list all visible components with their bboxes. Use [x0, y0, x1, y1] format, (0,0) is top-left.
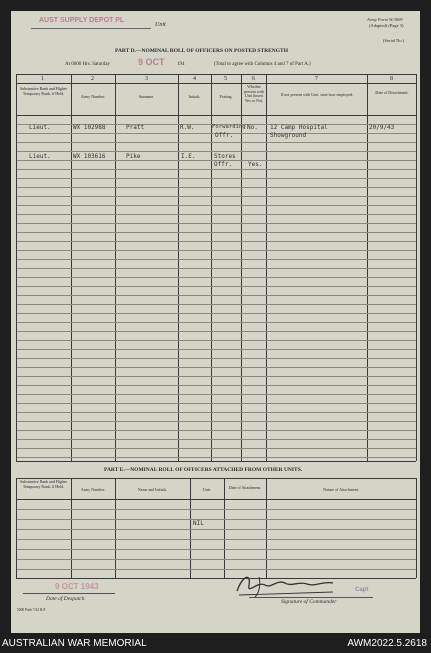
e-col-header-unit: Unit.: [202, 487, 212, 492]
ruled-line: [17, 313, 416, 314]
ruled-line: [17, 509, 416, 510]
ruled-line: [17, 169, 416, 170]
row1-present: No.: [247, 124, 258, 131]
form-sheet: [11, 11, 420, 633]
signature-rank: Capt: [355, 587, 369, 593]
date-prefix: At 0600 Hrs. Saturday: [65, 62, 110, 67]
ruled-line: [17, 331, 416, 332]
ruled-line: [17, 358, 416, 359]
ruled-line: [17, 142, 416, 143]
e-col-header-nature: Nature of Attachment.: [323, 487, 359, 492]
e-col-divider-2: [115, 478, 116, 578]
ruled-line: [17, 178, 416, 179]
ruled-line: [17, 539, 416, 540]
row1-initials: R.W.: [180, 124, 195, 131]
row1-employed-2: Showground: [270, 132, 307, 139]
ruled-line: [17, 376, 416, 377]
ruled-line: [17, 403, 416, 404]
row2-army-number: WX 103616: [73, 153, 106, 160]
part-e-header-border: [16, 499, 416, 500]
date-stamp: 9 OCT: [138, 57, 165, 67]
e-col-header-attachment-date: Date of Attachment.: [228, 485, 262, 490]
ruled-line: [17, 268, 416, 269]
ruled-line: [17, 304, 416, 305]
ruled-line: [17, 367, 416, 368]
ruled-line: [17, 322, 416, 323]
commander-signature: [229, 571, 349, 599]
ruled-line: [17, 259, 416, 260]
part-e-nil: NIL: [193, 520, 204, 527]
ruled-line: [17, 385, 416, 386]
e-col-header-rank: Substantive Rank and Higher Temporary Rank, if Held.: [20, 479, 67, 489]
part-e-top-border: [16, 478, 416, 479]
col-number-5: 5: [224, 76, 227, 82]
row2-initials: I.E.: [181, 153, 196, 160]
row1-surname: Pratt: [126, 124, 145, 131]
col-header-posting: Posting.: [219, 94, 233, 99]
ruled-line: [17, 232, 416, 233]
caption-right: AWM2022.5.2618: [347, 638, 427, 649]
column-number-border: [16, 83, 416, 84]
col-header-initials: Initials.: [188, 94, 201, 99]
row2-posting-2: Offr.: [214, 161, 233, 168]
row1-army-number: WX 102988: [73, 124, 106, 131]
ruled-line: [17, 286, 416, 287]
e-col-divider-5: [266, 478, 267, 578]
print-note: 5000 Pads 7/41 R.P.: [17, 608, 46, 612]
col-number-8: 8: [390, 76, 393, 82]
e-col-divider-0: [16, 478, 17, 578]
e-col-divider-3: [190, 478, 191, 578]
row2-present: Yes.: [248, 161, 263, 168]
e-col-divider-1: [71, 478, 72, 578]
dispatch-label: Date of Despatch: [46, 596, 85, 602]
ruled-line: [17, 187, 416, 188]
column-header-border: [16, 115, 416, 116]
col-number-6: 6: [252, 76, 255, 82]
col-divider-8: [416, 74, 417, 461]
col-number-1: 1: [41, 76, 44, 82]
ruled-line: [17, 439, 416, 440]
army-form-label: Army Form W.3009: [367, 17, 403, 22]
col-header-army-number: Army Number.: [80, 94, 106, 99]
signature-label: Signature of Commander: [281, 599, 337, 605]
part-d-bottom-border: [16, 461, 416, 462]
ruled-line: [17, 214, 416, 215]
unit-label: Unit: [155, 22, 166, 28]
dispatch-line: [23, 593, 115, 594]
signature-line: [249, 597, 373, 598]
ruled-line: [17, 340, 416, 341]
part-e-title: PART E.—NOMINAL ROLL OF OFFICERS ATTACHED FROM OTHER UNITS.: [104, 467, 303, 473]
col-number-2: 2: [91, 76, 94, 82]
e-col-divider-4: [224, 478, 225, 578]
col-header-surname: Surname.: [138, 94, 155, 99]
caption-bar: [0, 633, 431, 653]
ruled-line: [17, 519, 416, 520]
ruled-line: [17, 430, 416, 431]
ruled-line: [17, 394, 416, 395]
ruled-line: [17, 196, 416, 197]
ruled-line: [17, 549, 416, 550]
col-header-rank: Substantive Rank and Higher Temporary Rank, if Held.: [20, 86, 67, 96]
row1-date: 20/9/43: [369, 124, 395, 131]
ruled-line: [17, 412, 416, 413]
ruled-line: [17, 277, 416, 278]
col-header-present: Whether present with Unit (insert Yes or No).: [244, 84, 264, 103]
row2-rank: Lieut.: [29, 153, 51, 160]
table-top-border: [16, 74, 416, 75]
ruled-line: [17, 223, 416, 224]
col-header-detachment: Date of Detachment.: [375, 90, 409, 95]
col-number-7: 7: [315, 76, 318, 82]
row2-posting: Stores: [214, 153, 236, 160]
col-header-employed: If not present with Unit, state how employed.: [280, 92, 354, 97]
part-e-bottom-border: [16, 578, 416, 579]
adapted-label: (Adapted) (Page 3): [369, 23, 404, 28]
ruled-line: [17, 569, 416, 570]
part-d-title: PART D.—NOMINAL ROLL OF OFFICERS ON POSTED STRENGTH: [115, 48, 288, 54]
ruled-line: [17, 349, 416, 350]
dispatch-stamp: 9 OCT 1943: [55, 582, 99, 591]
ruled-line: [17, 205, 416, 206]
date-note: (Total to agree with Columns 4 and 7 of Part A.): [214, 62, 311, 67]
row1-posting: Forwarding: [212, 124, 246, 130]
col-number-3: 3: [145, 76, 148, 82]
ruled-line: [17, 457, 416, 458]
caption-left: AUSTRALIAN WAR MEMORIAL: [2, 638, 147, 649]
unit-stamp: AUST SUPPLY DEPOT PL: [39, 17, 125, 24]
ruled-line: [17, 250, 416, 251]
ruled-line: [17, 241, 416, 242]
unit-line: [31, 28, 151, 29]
row1-rank: Lieut.: [29, 124, 51, 131]
serial-label: (Serial No.): [383, 38, 405, 43]
e-col-header-name: Name and Initials.: [137, 487, 168, 492]
ruled-line: [17, 295, 416, 296]
ruled-line: [17, 559, 416, 560]
ruled-line: [17, 529, 416, 530]
date-suffix: 194: [177, 62, 185, 67]
e-col-divider-6: [416, 478, 417, 578]
col-number-4: 4: [193, 76, 196, 82]
row1-posting-2: Offr.: [215, 132, 234, 139]
e-col-header-army-number: Army Number.: [80, 487, 106, 492]
ruled-line: [17, 448, 416, 449]
ruled-line: [17, 421, 416, 422]
row2-surname: Pike: [126, 153, 141, 160]
ruled-line: [17, 151, 416, 152]
row1-employed: 12 Camp Hospital: [270, 124, 328, 131]
